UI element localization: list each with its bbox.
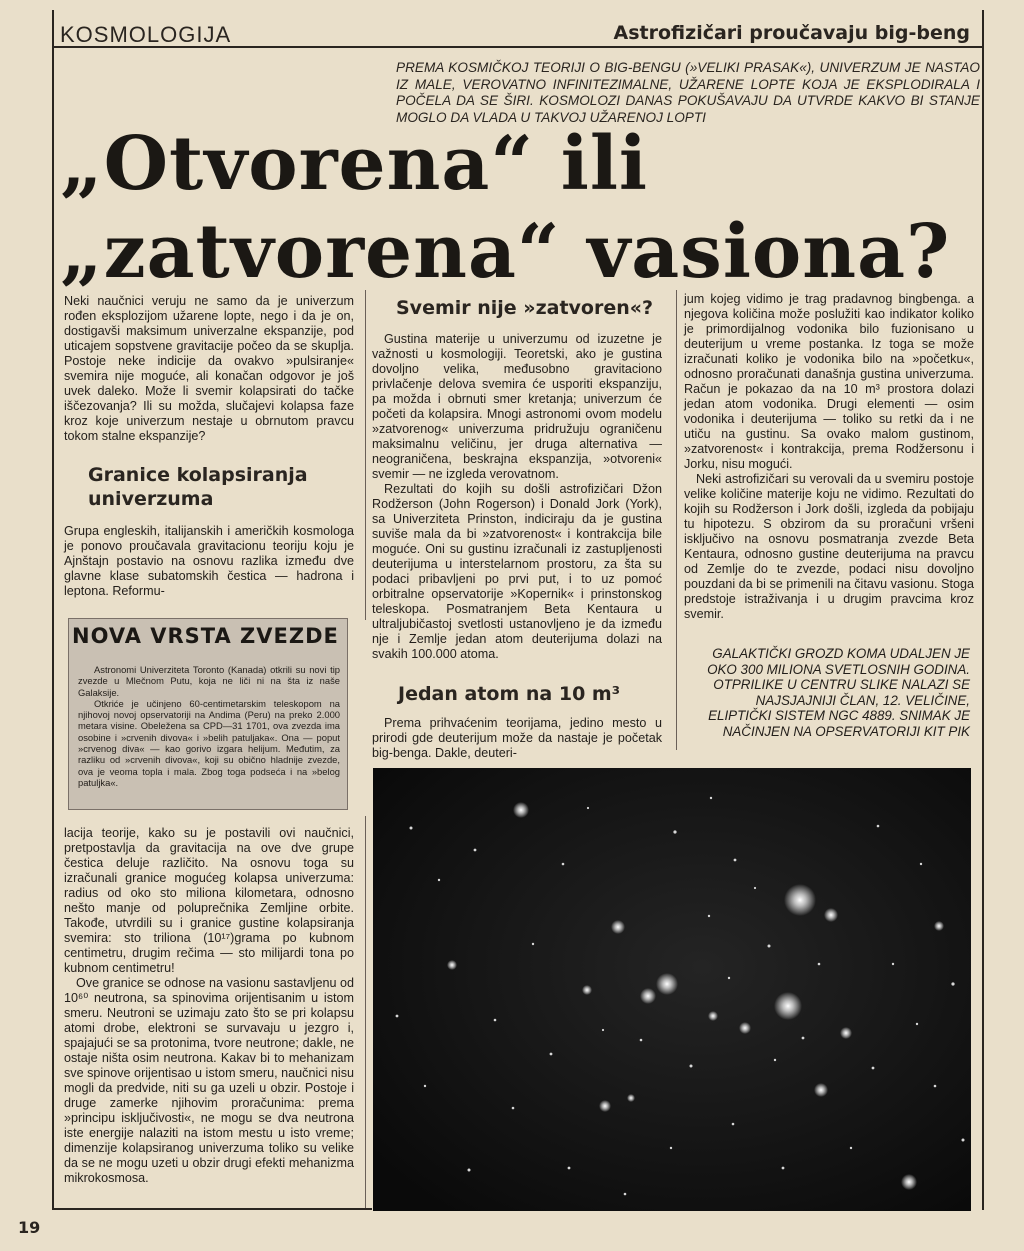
right-border-rule — [982, 10, 984, 1210]
paragraph: Neki astrofizičari su verovali da u svemiru postoje velike količine materije koju ne vidimo. Rezultati do kojih su Rodžerson i Jork došli, izgleda da pobijaju tu hipotezu. S obzirom da su proračuni vršeni isključivo na osnovu posmatranja zvezde Beta Kentaura, odnosno gustine deuterijuma na pravcu od Zemlje do te zvezde, podaci nisu dovoljno pouzdani da bi se primenili na čitavu vasionu. Stoga predstoje istraživanja i u drugim pravcima kroz svemir. — [684, 472, 974, 621]
photo-caption: GALAKTIČKI GROZD KOMA UDALJEN JE OKO 300 MILIONA SVETLOSNIH GODINA. OTPRILIKE U CENTRU SLIKE NALAZI SE NAJSJAJNIJI ČLAN, 12. VELIČINE, ELIPTIČKI SISTEM NGC 4889. SNIMAK JE NAČINJEN NA OPSERVATORIJI KIT PIK — [707, 646, 970, 739]
paragraph: Otkriće je učinjeno 60-centimetarskim teleskopom na njihovoj novoj opservatoriji na Andima (Peru) na preko 2.000 metara visine. Obeležena sa CPD—31 1701, ova zvezda ima osobine i »crvenih divova« i »belih patuljaka«. Ona — poput »crvenog diva« — kao gorivo izgara helijum. Međutim, za razliku od »crvenih divova«, koji su obično hladnije zvezde, ova je veoma topla i mala. Zbog toga podseća i na »belog patuljka«. — [78, 697, 340, 788]
galaxy-cluster-photo — [373, 768, 971, 1211]
headline — [60, 120, 980, 296]
galaxy-cluster-image — [373, 768, 971, 1211]
paragraph: Grupa engleskih, italijanskih i američkih kosmologa je ponovo proučavala gravitacionu teoriju koju je Ajnštajn postavio na osnovu razlika između dve glavne klase subatomskih čestica — hadrona i leptona. Reformu- — [64, 524, 354, 598]
left-border-rule — [52, 10, 54, 1210]
column-2-top — [372, 332, 662, 662]
column-1-middle — [64, 524, 354, 599]
article-intro: PREMA KOSMIČKOJ TEORIJI O BIG-BENGU (»VELIKI PRASAK«), UNIVERZUM JE NASTAO IZ MALE, VEROVATNO INFINITEZIMALNE, UŽARENE LOPTE KOJA JE EKSPLODIRALA I POČELA DA SE ŠIRI. KOSMOLOZI DANAS POKUŠAVAJU DA UTVRDE KAKVO BI STANJE MOGLO DA VLADA U TAKVOJ UŽARENOJ LOPTI — [396, 60, 980, 125]
paragraph: Rezultati do kojih su došli astrofizičari Džon Rodžerson (John Rogerson) i Donald Jork (York), sa Univerziteta Prinston, indiciraju da je gustina suviše mala da bi »zatvorenost« i kontrakcija bile moguće. Oni su gustinu izračunali iz zastupljenosti deuterijuma u interstelarnom prostoru, za šta su podaci pribavljeni po prvi put, i to uz pomoć orbitralne opservatorije »Kopernik« i prinstonskog teleskopa. Posmatranjem Beta Kentaura u ultraljubičastoj svetlosti ustanovljeno je da između nje i Zemlje jedan atom deuterijuma dolazi na svakih 100.000 atoma. — [372, 482, 662, 661]
subheading-collapse-limits: Granice kolapsiranja univerzuma — [88, 464, 308, 510]
column-1-bottom — [64, 826, 354, 1186]
subheading-one-atom: Jedan atom na 10 m³ — [398, 683, 621, 705]
column-divider — [365, 290, 366, 620]
paragraph: Prema prihvaćenim teorijama, jedino mesto u prirodi gde deuterijum može da nastaje je početak big-benga. Dakle, deuteri- — [372, 716, 662, 760]
sidebar-box-title: NOVA VRSTA ZVEZDE — [72, 624, 339, 648]
header-topic: Astrofizičari proučavaju big-beng — [613, 22, 970, 44]
subheading-universe-not-closed: Svemir nije »zatvoren«? — [396, 297, 654, 319]
column-1-top — [64, 294, 354, 444]
column-divider — [365, 816, 366, 1208]
paragraph: jum kojeg vidimo je trag pradavnog bingbenga. a njegova količina može poslužiti kao indikator koliko je primordijalnog vodonika bilo fuzionisano u deuterijum u vreme postanka. Iz toga se može izračunati koliko je vodonika bilo na »početku«, odnosno proračunati današnja gustina univerzuma. Račun je pokazao da na 10 m³ prostora dolazi jedan atom vodonika. Drugi elementi — osim vodonika i deuterijuma — toliko su retki da i ne utiču na gustinu. Sa ovako malom gustinom, »zatvorenost« i kontrakcija, prema Rodžersonu i Jorku, nisu mogući. — [684, 292, 974, 471]
column-2-bottom — [372, 716, 662, 761]
headline-line-1: „Otvorena“ ili — [60, 121, 649, 207]
paragraph: Astronomi Univerziteta Toronto (Kanada) otkrili su novi tip zvezde u Mlečnom Putu, koja ne liči ni na šta iz naše Galaksije. — [78, 664, 340, 698]
paragraph: lacija teorije, kako su je postavili ovi naučnici, pretpostavlja da gravitacija na ove dve grupe čestica deluje različito. Na osnovu toga su izračunali granice mogućeg kolapsa univerzuma: radius od oko sto miliona kilometara, odnosno nešto manje od poluprečnika Zemljine orbite. Takođe, utvrdili su i granice gustine kolapsiranja svemira: sto triliona (10¹⁷)grama po kubnom centimetru, drugim rečima — sto milijardi tona po kubnom centimetru! — [64, 826, 354, 975]
page-number: 19 — [18, 1218, 41, 1237]
sidebar-box-text — [78, 664, 340, 788]
section-name: KOSMOLOGIJA — [60, 22, 232, 47]
footer-rule — [52, 1208, 372, 1210]
paragraph: Neki naučnici veruju ne samo da je univerzum rođen eksplozijom užarene lopte, nego i da je on, dostigavši maksimum univerzalne ekspanzije, pod uticajem sopstvene gravitacije počeo da se skuplja. Postoje neke indicije da ovakvo »pulsiranje« svemira nije moguće, ali konačan odgovor je još uvek daleko. Može li svemir kolapsirati do tačke iščezovanja? Ili su možda, slučajevi kolapsa faze kroz koje univerzum nestaje u obrnutom pravcu tokom stalne ekspanzije? — [64, 294, 354, 443]
column-divider — [676, 290, 677, 750]
paragraph: Gustina materije u univerzumu od izuzetne je važnosti u kosmologiji. Teoretski, ako je gustina dovoljno velika, međusobno gravitaciono privlačenje delova svemira će usporiti ekspanziju, pa možda i obrnuti smer kretanja; univerzum će početi da kolapsira. Mnogi astronomi ovom modelu »zatvorenog« univerzuma pridružuju ograničenu maksimalnu veličinu, jer druga alternativa — neograničena, beskrajna ekspanzija, »otvoreni« svemir — ne izgleda verovatnom. — [372, 332, 662, 481]
paragraph: Ove granice se odnose na vasionu sastavljenu od 10⁶⁰ neutrona, sa spinovima orijentisanim u istom smeru. Neutroni se uzimaju zato što se pri kolapsu atomi drobe, elektroni se survavaju u jezgro i, spajajući se sa protonima, tvore neutrone; dakle, ne ostaje ništa osim neutrona. Kakav bi to mehanizam sve spinove orijentisao u istom smeru, naučnici nisu mogli da predvide, niti su ga uzeli u obzir. Postoje i druge zamerke njihovim proračunima: prema »principu isključivosti«, ne mogu se dva neutrona iste energije nalaziti na istom mestu u isto vreme; dimenzije kolapsiranog univerzuma toliko su velike da se ne mogu uzeti u obzir drugi efekti mehanizma mikrokosmosa. — [64, 976, 354, 1185]
column-3 — [684, 292, 974, 622]
headline-line-2: „zatvorena“ vasiona? — [60, 209, 951, 295]
